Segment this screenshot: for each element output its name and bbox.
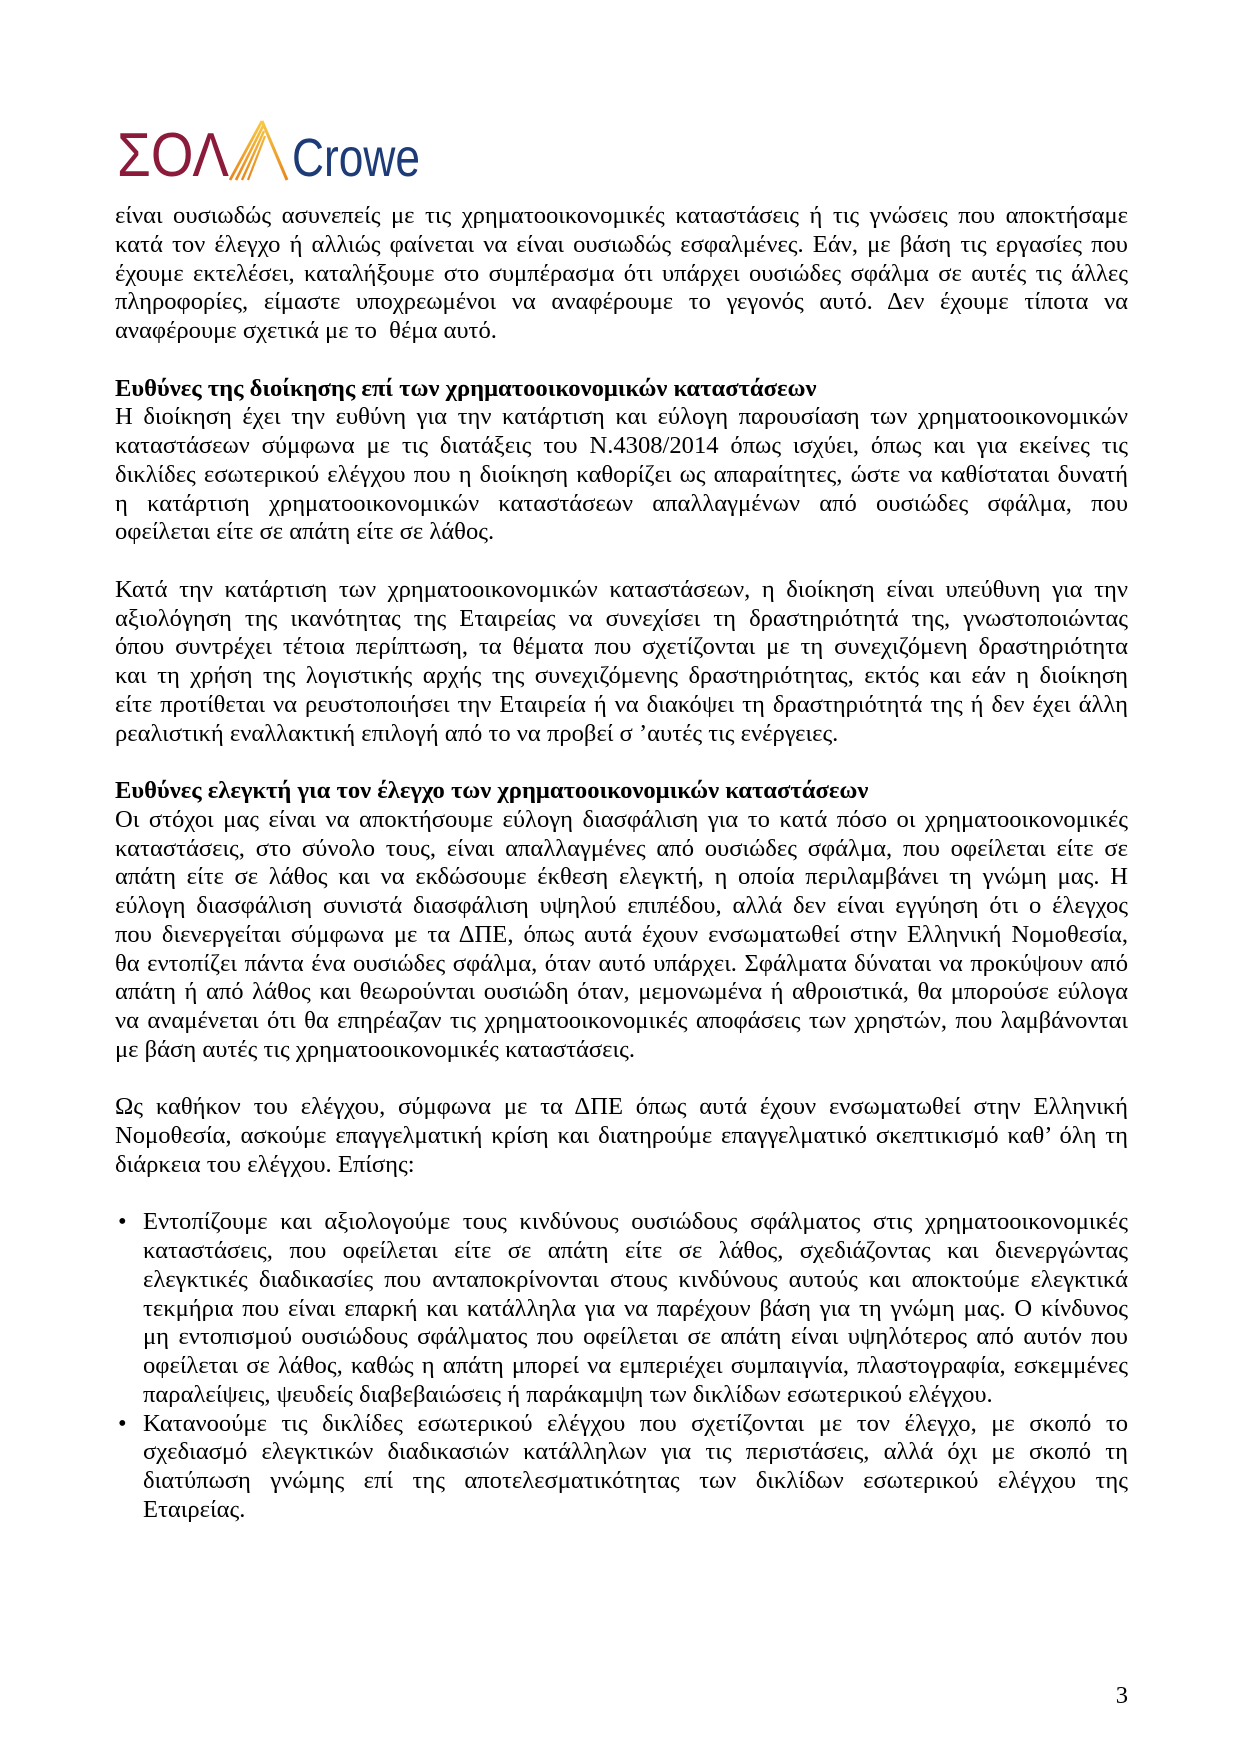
text-line: παραλείψεις, ψευδείς διαβεβαιώσεις ή παράκαμψη των δικλίδων εσωτερικού ελέγχου. <box>143 1380 993 1408</box>
text-line: Η διοίκηση έχει την ευθύνη για την κατάρτιση και εύλογη παρουσίαση των χρηματοοικονομικών <box>115 403 1128 431</box>
paragraph-4 <box>115 806 1128 1065</box>
text-line: αξιολόγηση της ικανότητας της Εταιρείας να συνεχίσει τη δραστηριότητά της, γνωστοποιώντας <box>115 604 1128 632</box>
text-line: Νομοθεσία, ασκούμε επαγγελματική κρίση και διατηρούμε επαγγελματικό σκεπτικισμό καθ’ όλη τη <box>115 1122 1128 1149</box>
text-line: αναφέρουμε σχετικά με το θέμα αυτό. <box>115 317 497 344</box>
text-line: είτε προτίθεται να ρευστοποιήσει την Εταιρεία ή να διακόψει τη δραστηριότητά της ή δεν έχει άλλη <box>115 690 1128 718</box>
text-line: δικλίδες εσωτερικού ελέγχου που η διοίκηση καθορίζει ως απαραίτητες, ώστε να καθίσταται δυνατή <box>115 460 1128 488</box>
text-line: διατύπωση γνώμης επί της αποτελεσματικότητας των δικλίδων εσωτερικού ελέγχου της <box>143 1467 1128 1494</box>
text-line: Εντοπίζουμε και αξιολογούμε τους κινδύνους ουσιώδους σφάλματος στις χρηματοοικονομικές <box>143 1208 1128 1236</box>
logo-text-sol: ΣΟΛ <box>117 121 230 190</box>
text-line: και τη χρήση της λογιστικής αρχής της συνεχιζόμενης δραστηριότητας, εκτός και εάν η διοίκηση <box>115 662 1128 689</box>
text-line: Κατά την κατάρτιση των χρηματοοικονομικών καταστάσεων, η διοίκηση είναι υπεύθυνη για την <box>115 575 1128 603</box>
bullet-icon: • <box>118 1208 127 1236</box>
paragraph-2 <box>115 403 1128 547</box>
text-line: Κατανοούμε τις δικλίδες εσωτερικού ελέγχου που σχετίζονται με τον έλεγχο, με σκοπό το <box>143 1409 1128 1437</box>
text-line: τεκμήρια που είναι επαρκή και κατάλληλα για να παρέχουν βάση για τη γνώμη μας. Ο κίνδυνος <box>143 1294 1128 1322</box>
bullet-icon: • <box>118 1409 127 1437</box>
text-line: καταστάσεις, που οφείλεται είτε σε απάτη είτε σε λάθος, σχεδιάζοντας και διενεργώντας <box>143 1237 1128 1264</box>
text-line: καταστάσεων σύμφωνα με τις διατάξεις του Ν.4308/2014 όπως ισχύει, όπως και για εκείνες τις <box>115 432 1128 459</box>
text-line: να αναμένεται ότι θα επηρέαζαν τις χρηματοοικονομικές αποφάσεις των χρηστών, που λαμβάνονται <box>115 1007 1128 1034</box>
text-line: καταστάσεις, στο σύνολο τους, είναι απαλλαγμένες από ουσιώδες σφάλμα, που οφείλεται είτε σε <box>115 834 1128 862</box>
paragraph-5 <box>115 1093 1128 1179</box>
text-line: μη εντοπισμού ουσιώδους σφάλματος που οφείλεται σε απάτη είναι υψηλότερος από αυτόν που <box>143 1323 1128 1351</box>
crowe-chevron-icon <box>230 121 287 180</box>
text-line: απάτη ή από λάθος και θεωρούνται ουσιώδη όταν, μεμονωμένα ή αθροιστικά, θα μπορούσε εύλογα <box>115 978 1128 1006</box>
bullet-list <box>115 1208 1128 1524</box>
section-heading: Ευθύνες ελεγκτή για τον έλεγχο των χρηματοοικονομικών καταστάσεων <box>115 777 869 804</box>
text-line: η κατάρτιση χρηματοοικονομικών καταστάσεων απαλλαγμένων από ουσιώδες σφάλμα, που <box>115 489 1128 517</box>
document-body <box>115 202 1128 1525</box>
text-line: Εταιρείας. <box>143 1495 246 1523</box>
text-line: οφείλεται σε λάθος, καθώς η απάτη μπορεί να εμπεριέχει συμπαιγνία, πλαστογραφία, εσκεμμένες <box>143 1352 1128 1379</box>
logo-text-crowe: Crowe <box>292 128 420 188</box>
text-line: που διενεργείται σύμφωνα με τα ΔΠΕ, όπως αυτά έχουν ενσωματωθεί στην Ελληνική Νομοθεσία, <box>115 920 1128 948</box>
text-line: απάτη είτε σε λάθος και να εκδώσουμε έκθεση ελεγκτή, η οποία περιλαμβάνει τη γνώμη μας. Η <box>115 863 1128 891</box>
text-line: είναι ουσιωδώς ασυνεπείς με τις χρηματοοικονομικές καταστάσεις ή τις γνώσεις που αποκτήσαμε <box>115 202 1128 229</box>
section-heading: Ευθύνες της διοίκησης επί των χρηματοοικονομικών καταστάσεων <box>115 374 817 402</box>
text-line: με βάση αυτές τις χρηματοοικονομικές καταστάσεις. <box>115 1035 636 1063</box>
page-number: 3 <box>1115 1682 1128 1709</box>
text-line: εύλογη διασφάλιση συνιστά διασφάλιση υψηλού επιπέδου, αλλά δεν είναι εγγύηση ότι ο έλεγχος <box>115 892 1128 919</box>
text-line: θα εντοπίζει πάντα ένα ουσιώδες σφάλμα, όταν αυτό υπάρχει. Σφάλματα δύναται να προκύψουν από <box>115 949 1128 977</box>
text-line: κατά τον έλεγχο ή αλλιώς φαίνεται να είναι ουσιωδώς εσφαλμένες. Εάν, με βάση τις εργασίες που <box>115 230 1128 258</box>
text-line: οφείλεται είτε σε απάτη είτε σε λάθος. <box>115 518 495 546</box>
text-line: ρεαλιστική εναλλακτική επιλογή από το να προβεί σ ’αυτές τις ενέργειες. <box>115 719 839 747</box>
text-line: σχεδιασμό ελεγκτικών διαδικασιών κατάλληλων για τις περιστάσεις, αλλά όχι με σκοπό τη <box>143 1438 1128 1466</box>
logo <box>110 110 440 190</box>
list-item <box>115 1208 1128 1409</box>
paragraph-3 <box>115 576 1128 749</box>
text-line: Ως καθήκον του ελέγχου, σύμφωνα με τα ΔΠΕ όπως αυτά έχουν ενσωματωθεί στην Ελληνική <box>115 1093 1128 1121</box>
text-line: πληροφορίες, είμαστε υποχρεωμένοι να αναφέρουμε το γεγονός αυτό. Δεν έχουμε τίποτα να <box>115 288 1128 316</box>
paragraph-1 <box>115 202 1128 346</box>
text-line: όπου συντρέχει τέτοια περίπτωση, τα θέματα που σχετίζονται με τη συνεχιζόμενη δραστηριότητα <box>115 633 1128 661</box>
text-line: έχουμε εκτελέσει, καταλήξουμε στο συμπέρασμα ότι υπάρχει ουσιώδες σφάλμα σε αυτές τις άλλες <box>115 259 1128 287</box>
text-line: Οι στόχοι μας είναι να αποκτήσουμε εύλογη διασφάλιση για το κατά πόσο οι χρηματοοικονομικές <box>115 805 1128 833</box>
text-line: διάρκεια του ελέγχου. Επίσης: <box>115 1150 415 1178</box>
list-item <box>115 1410 1128 1525</box>
text-line: ελεγκτικές διαδικασίες που ανταποκρίνονται στους κινδύνους αυτούς και αποκτούμε ελεγκτικά <box>143 1265 1128 1293</box>
